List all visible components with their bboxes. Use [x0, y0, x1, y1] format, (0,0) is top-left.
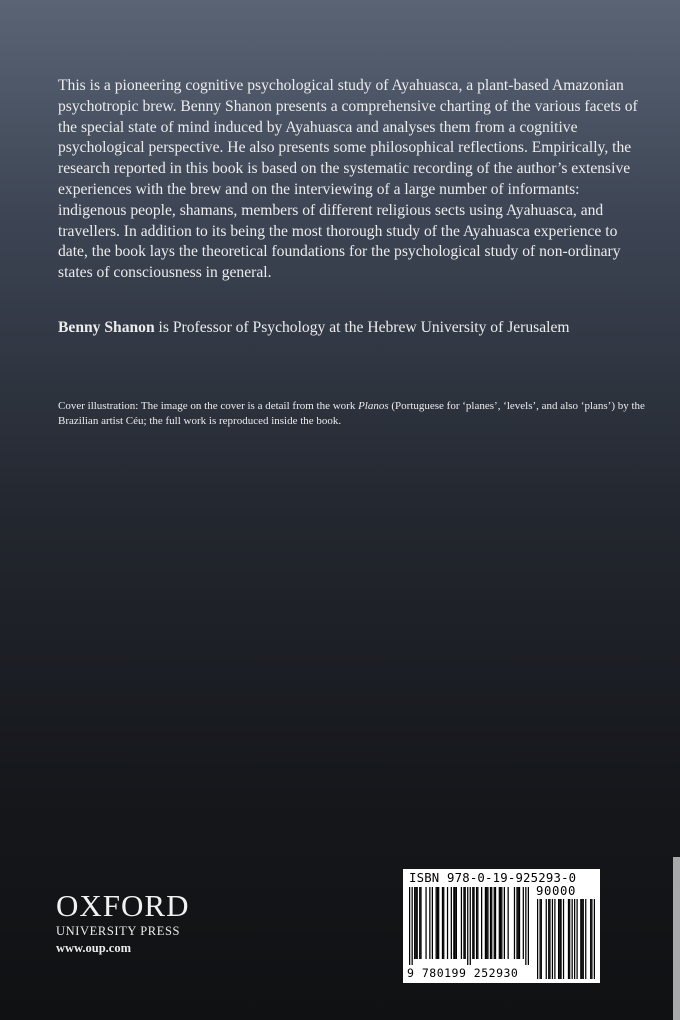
barcode-bar	[495, 887, 496, 959]
barcode-bar	[415, 887, 416, 959]
barcode-bar	[409, 887, 410, 965]
barcode-bar	[528, 887, 529, 965]
barcode-bar	[470, 887, 471, 965]
barcode-bar	[476, 887, 477, 959]
barcode-bar	[552, 899, 553, 979]
barcode-bar	[560, 899, 561, 979]
barcode-bar	[554, 899, 555, 979]
barcode-bar	[518, 887, 519, 959]
author-name: Benny Shanon	[58, 319, 155, 336]
barcode-bar	[537, 899, 538, 979]
barcode-bar	[514, 887, 515, 959]
barcode-bar	[546, 899, 547, 979]
barcode-bar	[442, 887, 443, 959]
barcode-bar	[438, 887, 439, 959]
barcode-bar	[419, 887, 420, 959]
publisher-subtitle: UNIVERSITY PRESS	[56, 924, 181, 938]
barcode-bar	[465, 887, 466, 959]
barcode-bar	[429, 887, 430, 959]
barcode-bar	[454, 887, 455, 959]
barcode-bar	[461, 887, 462, 959]
barcode-bar	[463, 887, 464, 959]
barcode-bar	[508, 887, 509, 959]
credit-text-after: (Portuguese for ‘planes’, ‘levels’, and also ‘plans’) by the Brazilian artist Céu; the full work is reproduced inside the book.	[58, 400, 645, 427]
barcode-digits: 9 780199 252930	[407, 966, 519, 980]
barcode-bar	[574, 899, 575, 979]
barcode-bar	[437, 887, 438, 959]
barcode-bar	[539, 899, 540, 979]
barcode-bar	[591, 899, 592, 979]
credit-text-before: Cover illustration: The image on the cover is a detail from the work	[58, 400, 359, 412]
barcode-bar	[499, 887, 500, 959]
author-bio-text: is Professor of Psychology at the Hebrew University of Jerusalem	[154, 319, 570, 336]
ean13-barcode-icon	[409, 887, 529, 965]
barcode-bar	[558, 899, 559, 979]
barcode-bar	[417, 887, 418, 959]
barcode-bar	[500, 887, 501, 959]
barcode-bar	[420, 887, 421, 959]
barcode-bar	[467, 887, 468, 965]
barcode-bar	[432, 887, 433, 959]
barcode-bar	[590, 899, 591, 979]
barcode-bar	[568, 899, 569, 979]
barcode-bar	[487, 887, 488, 959]
isbn-barcode	[403, 869, 600, 983]
barcode-bar	[559, 899, 560, 979]
barcode-bar	[481, 887, 482, 959]
author-bio	[58, 318, 658, 339]
barcode-bar	[456, 887, 457, 959]
publisher-name: OXFORD	[56, 888, 190, 923]
barcode-bar	[563, 899, 564, 979]
price-code: 90000	[536, 884, 577, 898]
barcode-bar	[451, 887, 452, 959]
barcode-bar	[516, 887, 517, 959]
barcode-bar	[581, 899, 582, 979]
barcode-bar	[548, 899, 549, 979]
barcode-bar	[594, 899, 595, 979]
barcode-bar	[494, 887, 495, 959]
barcode-bar	[583, 899, 584, 979]
barcode-bar	[525, 887, 526, 965]
barcode-bar	[549, 899, 550, 979]
barcode-bar	[523, 887, 524, 959]
barcode-bar	[412, 887, 413, 965]
barcode-bar	[585, 899, 586, 979]
barcode-bar	[576, 899, 577, 979]
addon-barcode-icon	[537, 899, 595, 979]
barcode-bar	[580, 899, 581, 979]
barcode-bar	[569, 899, 570, 979]
barcode-bar	[490, 887, 491, 959]
barcode-bar	[477, 887, 478, 959]
isbn-label: ISBN 978-0-19-925293-0	[409, 871, 577, 885]
barcode-bar	[453, 887, 454, 959]
barcode-bar	[472, 887, 473, 959]
publisher-logo	[56, 890, 216, 956]
barcode-bar	[501, 887, 502, 959]
barcode-bar	[414, 887, 415, 959]
barcode-bar	[473, 887, 474, 959]
barcode-bar	[485, 887, 486, 959]
publisher-url: www.oup.com	[56, 941, 132, 955]
barcode-bar	[572, 899, 573, 979]
back-cover-blurb: This is a pioneering cognitive psychological study of Ayahuasca, a plant-based Amazonian psychotropic brew. Benny Shanon presents a comprehensive charting of the various facets of the special state of mind induced by Ayahuasca and analyses them from a cognitive psychological perspective. He also presents some philosophical reflections. Empirically, the research reported in this book is based on the systematic recording of the author’s extensive experiences with the brew and on the interviewing of a large number of informants: indigenous people, shamans, members of different religious sects using Ayahuasca, and travellers. In addition to its being the most thorough study of the Ayahuasca experience to date, the book lays the theoretical foundations for the psychological study of non-ordinary states of consciousness in general.	[58, 77, 638, 282]
cover-illustration-credit	[58, 399, 648, 429]
spine-edge-strip	[673, 857, 680, 1020]
barcode-bar	[504, 887, 505, 959]
barcode-bar	[486, 887, 487, 959]
barcode-bar	[541, 899, 542, 979]
barcode-bar	[443, 887, 444, 959]
barcode-bar	[491, 887, 492, 959]
barcode-bar	[519, 887, 520, 959]
artwork-title: Planos	[358, 400, 389, 412]
barcode-bar	[447, 887, 448, 959]
barcode-bar	[425, 887, 426, 959]
barcode-bar	[436, 887, 437, 959]
